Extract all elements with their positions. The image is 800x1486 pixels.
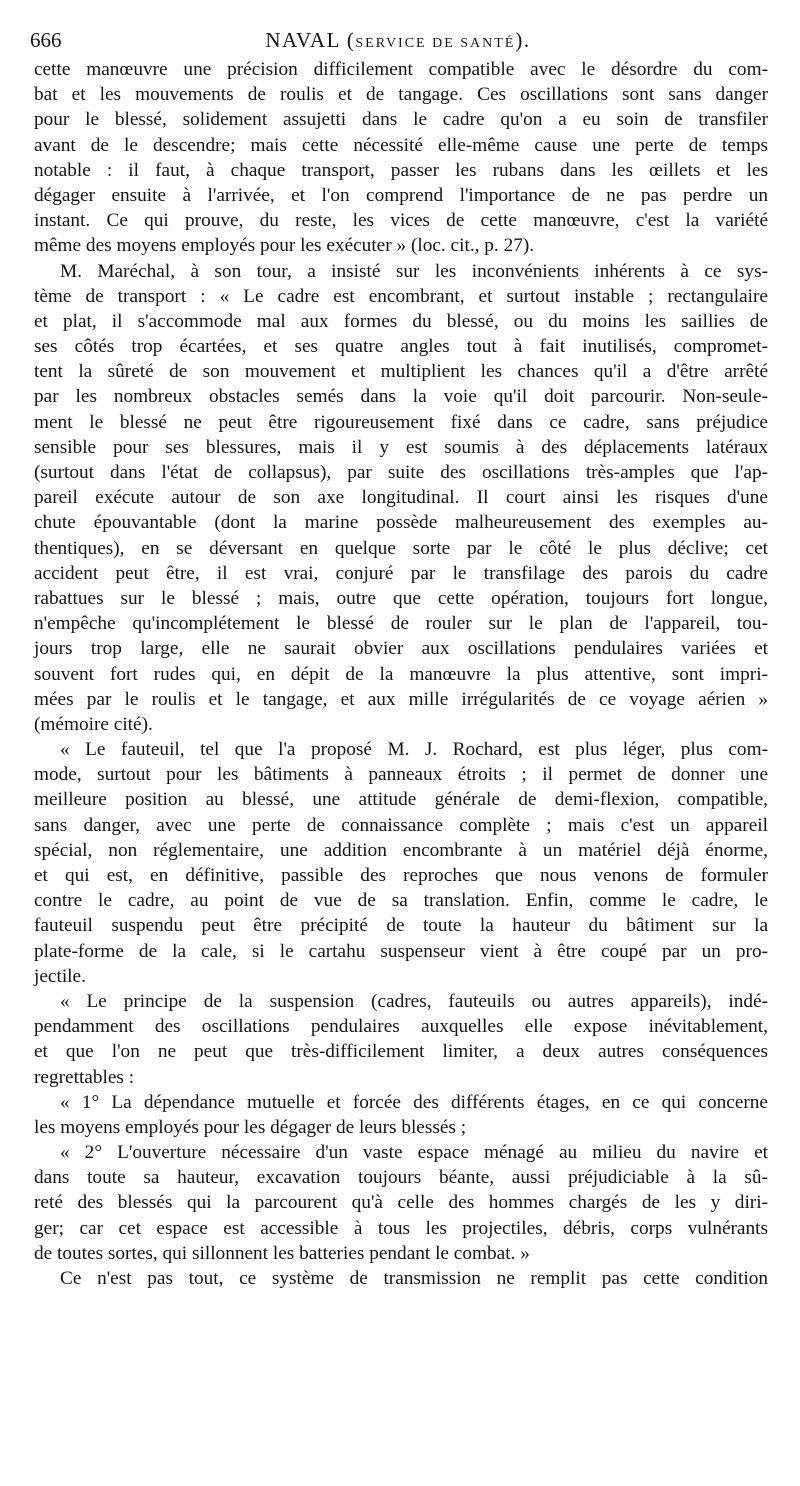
text-line: (surtout dans l'état de collapsus), par suite des oscillations très-amples que l'ap- (34, 462, 768, 483)
text-line: accident peut être, il est vrai, conjuré par le transfilage des parois du cadre (34, 562, 768, 584)
text-line: contre le cadre, au point de vue de sa translation. Enfin, comme le cadre, le (34, 890, 768, 912)
text-line: dégager ensuite à l'arrivée, et l'on comprend l'importance de ne pas perdre un (34, 184, 768, 206)
text-line: M. Maréchal, à son tour, a insisté sur les inconvénients inhérents à ce sys- (60, 260, 768, 282)
text-line: dans toute sa hauteur, excavation toujours béante, aussi préjudiciable à la sû- (34, 1167, 768, 1189)
text-line: chute épouvantable (dont la marine possède malheureusement des exemples au- (34, 512, 768, 534)
text-line: plate-forme de la cale, si le cartahu suspenseur vient à être coupé par un pro- (34, 940, 768, 962)
text-line: tent la sûreté de son mouvement et multiplient les chances qu'il a d'être arrêté (34, 361, 768, 383)
body-text (34, 57, 768, 1291)
page-header (30, 28, 766, 56)
text-line: et que l'on ne peut que très-difficilement limiter, a deux autres conséquences (34, 1041, 768, 1063)
running-head-end: ). (515, 28, 531, 52)
text-line: notable : il faut, à chaque transport, passer les rubans dans les œillets et les (34, 159, 768, 181)
text-line: mode, surtout pour les bâtiments à panneaux étroits ; il permet de donner une (34, 764, 768, 786)
text-line: souvent fort rudes qui, en dépit de la manœuvre la plus attentive, sont impri- (34, 663, 768, 685)
text-line: ment le blessé ne peut être rigoureusement fixé dans ce cadre, sans préjudice (34, 411, 768, 433)
text-line: tème de transport : « Le cadre est encombrant, et surtout instable ; rectangulaire (34, 285, 768, 307)
text-line: ger; car cet espace est accessible à tous les projectiles, débris, corps vulnérants (34, 1217, 768, 1239)
text-line: rabattues sur le blessé ; mais, outre que cette opération, toujours fort longue, (34, 587, 768, 609)
text-line: thentiques), en se déversant en quelque sorte par le côté le plus déclive; cet (34, 537, 768, 559)
text-line: pareil exécute autour de son axe longitudinal. Il court ainsi les risques d'une (34, 487, 768, 509)
text-line: meilleure position au blessé, une attitude générale de demi-flexion, compatible, (34, 789, 768, 811)
text-line: reté des blessés qui la parcourent qu'à celle des hommes chargés de les y diri- (34, 1192, 768, 1214)
text-line: mées par le roulis et le tangage, et aux mille irrégularités de ce voyage aérien » (34, 688, 768, 710)
text-line: sans danger, avec une perte de connaissance complète ; mais c'est un appareil (34, 814, 768, 836)
text-line: « Le fauteuil, tel que l'a proposé M. J. Rochard, est plus léger, plus com- (60, 739, 768, 761)
text-line: avant de le descendre; mais cette nécessité elle-même cause une perte de temps (34, 134, 768, 156)
text-line: de toutes sortes, qui sillonnent les batteries pendant le combat. » (34, 1242, 530, 1264)
text-line: jectile. (34, 965, 86, 987)
running-head-main: NAVAL ( (265, 28, 356, 52)
text-line: et plat, il s'accommode mal aux formes du blessé, ou du moins les saillies de (34, 310, 768, 332)
text-line: n'empêche qu'incomplétement le blessé de rouler sur le plan de l'appareil, tou- (34, 613, 768, 635)
text-line: fauteuil suspendu peut être précipité de toute la hauteur du bâtiment sur la (34, 915, 768, 937)
text-line: pendamment des oscillations pendulaires auxquelles elle expose inévitablement, (34, 1016, 768, 1038)
page-number: 666 (30, 28, 62, 52)
text-line: ses côtés trop écartées, et ses quatre angles tout à fait inutilisés, compromet- (34, 336, 768, 358)
text-line: regrettables : (34, 1066, 135, 1088)
text-line: les moyens employés pour les dégager de leurs blessés ; (34, 1116, 467, 1138)
running-head-small-caps: SERVICE DE SANTÉ (355, 36, 516, 51)
text-line: même des moyens employés pour les exécuter » (loc. cit., p. 27). (34, 235, 535, 257)
text-line: Ce n'est pas tout, ce système de transmission ne remplit pas cette condition (60, 1268, 768, 1289)
text-line: « 1° La dépendance mutuelle et forcée des différents étages, en ce qui concerne (60, 1091, 768, 1113)
text-line: jours trop large, elle ne saurait obvier aux oscillations pendulaires variées et (34, 638, 768, 660)
text-line: (mémoire cité). (34, 713, 153, 735)
text-line: pour le blessé, solidement assujetti dans le cadre qu'on a eu soin de transfiler (34, 109, 768, 131)
text-line: par les nombreux obstacles semés dans la voie qu'il doit parcourir. Non-seule- (34, 386, 768, 408)
text-line: cette manœuvre une précision difficilement compatible avec le désordre du com- (34, 59, 768, 80)
text-line: spécial, non réglementaire, une addition encombrante à un matériel déjà énorme, (34, 839, 768, 861)
text-line: « 2° L'ouverture nécessaire d'un vaste espace ménagé au milieu du navire et (60, 1142, 768, 1164)
text-line: sensible pour ses blessures, mais il y est soumis à des déplacements latéraux (34, 436, 768, 458)
text-line: et qui est, en définitive, passible des reproches que nous venons de formuler (34, 865, 768, 886)
text-line: instant. Ce qui prouve, du reste, les vices de cette manœuvre, c'est la variété (34, 210, 768, 232)
text-line: bat et les mouvements de roulis et de tangage. Ces oscillations sont sans danger (34, 84, 768, 106)
running-head (30, 28, 766, 53)
text-line: « Le principe de la suspension (cadres, fauteuils ou autres appareils), indé- (60, 990, 768, 1012)
